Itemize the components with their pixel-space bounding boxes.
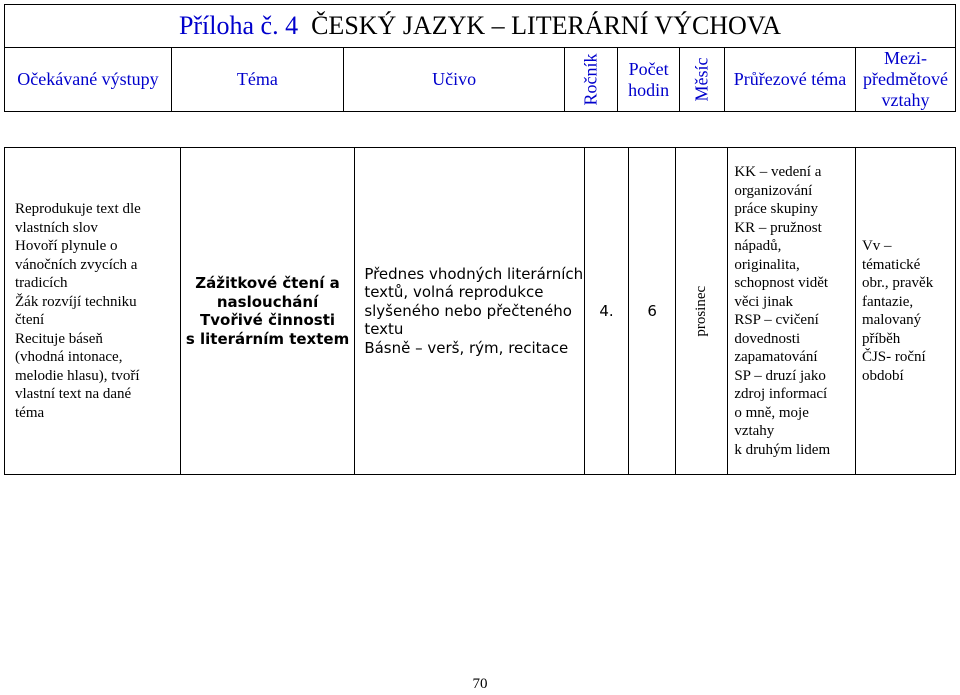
page-number: 70	[472, 676, 488, 692]
title-main: ČESKÝ JAZYK – LITERÁRNÍ VÝCHOVA	[311, 11, 782, 40]
header-hours-line1: Počet	[628, 58, 669, 79]
cell-grade: 4.	[585, 148, 628, 475]
list-item: práce skupiny	[734, 201, 819, 217]
list-item: KK – vedení a	[734, 164, 822, 180]
list-item: Básně – verš, rým, recitace	[364, 338, 569, 357]
cell-cross-topic	[728, 148, 856, 475]
list-item: o mně, moje	[734, 404, 809, 421]
list-item: zdroj informací	[734, 386, 828, 402]
table-row	[5, 148, 956, 475]
list-item: Tvořivé činnosti	[200, 311, 336, 329]
list-item: slyšeného nebo přečteného textu	[364, 301, 572, 339]
cell-inter	[855, 148, 955, 475]
header-grade	[565, 48, 618, 112]
list-item: organizování	[734, 182, 813, 199]
list-item: vlastní text na dané	[15, 386, 132, 402]
header-hours	[618, 48, 680, 112]
list-item: období	[861, 367, 904, 384]
list-item: Zážitkové čtení a	[195, 274, 340, 292]
cell-topic	[180, 148, 355, 475]
list-item: originalita,	[734, 256, 800, 273]
list-item: dovednosti	[734, 330, 801, 347]
content-table	[4, 147, 956, 475]
list-item: nápadů,	[734, 238, 782, 254]
cell-hours: 6	[628, 148, 676, 475]
list-item: k druhým lidem	[734, 441, 831, 458]
list-item: vlastních slov	[15, 219, 98, 236]
header-month	[679, 48, 724, 112]
list-item: Recituje báseň	[15, 330, 103, 347]
list-item: s literárním textem	[185, 329, 350, 348]
header-outcomes: Očekávané výstupy	[5, 48, 172, 112]
header-inter-line3: vztahy	[881, 90, 930, 110]
title-prefix: Příloha č. 4	[178, 11, 299, 40]
header-grade-text: Ročník	[580, 53, 601, 106]
list-item: fantazie,	[861, 293, 914, 310]
list-item: textů, volná reprodukce	[364, 283, 544, 302]
list-item: malovaný	[861, 312, 922, 328]
list-item: Přednes vhodných literárních	[364, 264, 584, 283]
list-item: Žák rozvíjí techniku	[15, 293, 137, 310]
list-item: vánočních zvycích a	[15, 256, 138, 273]
cell-curriculum	[355, 148, 585, 475]
list-item: téma	[15, 404, 45, 421]
list-item: Reprodukuje text dle	[15, 201, 141, 217]
list-item: (vhodná intonace,	[15, 349, 123, 365]
list-item: schopnost vidět	[734, 275, 829, 291]
list-item: zapamatování	[734, 349, 818, 365]
header-inter	[855, 48, 955, 112]
header-inter-line2: předmětové	[862, 69, 948, 89]
list-item: Vv –	[861, 238, 892, 254]
header-inter-line1: Mezi-	[883, 48, 927, 68]
list-item: tradicích	[15, 275, 68, 291]
list-item: KR – pružnost	[734, 219, 822, 236]
header-topic: Téma	[171, 48, 343, 112]
list-item: ČJS- roční	[861, 349, 926, 365]
cell-month-text: prosinec	[693, 285, 710, 337]
header-hours-line2: hodin	[628, 79, 670, 100]
header-table	[4, 4, 956, 112]
list-item: SP – druzí jako	[734, 367, 826, 384]
header-cross-topic: Průřezové téma	[724, 48, 855, 112]
list-item: RSP – cvičení	[734, 312, 819, 328]
cell-month	[676, 148, 728, 475]
header-month-text: Měsíc	[691, 57, 712, 102]
list-item: Hovoří plynule o	[15, 238, 118, 254]
list-item: čtení	[15, 312, 45, 328]
list-item: tématické	[861, 256, 921, 273]
header-curriculum: Učivo	[343, 48, 565, 112]
cell-outcomes	[5, 148, 181, 475]
list-item: vztahy	[734, 423, 775, 439]
list-item: melodie hlasu), tvoří	[15, 367, 140, 384]
list-item: obr., pravěk	[861, 275, 934, 291]
list-item: naslouchání	[216, 292, 319, 311]
page-title	[5, 5, 956, 48]
list-item: věci jinak	[734, 293, 794, 310]
list-item: příběh	[861, 330, 901, 347]
